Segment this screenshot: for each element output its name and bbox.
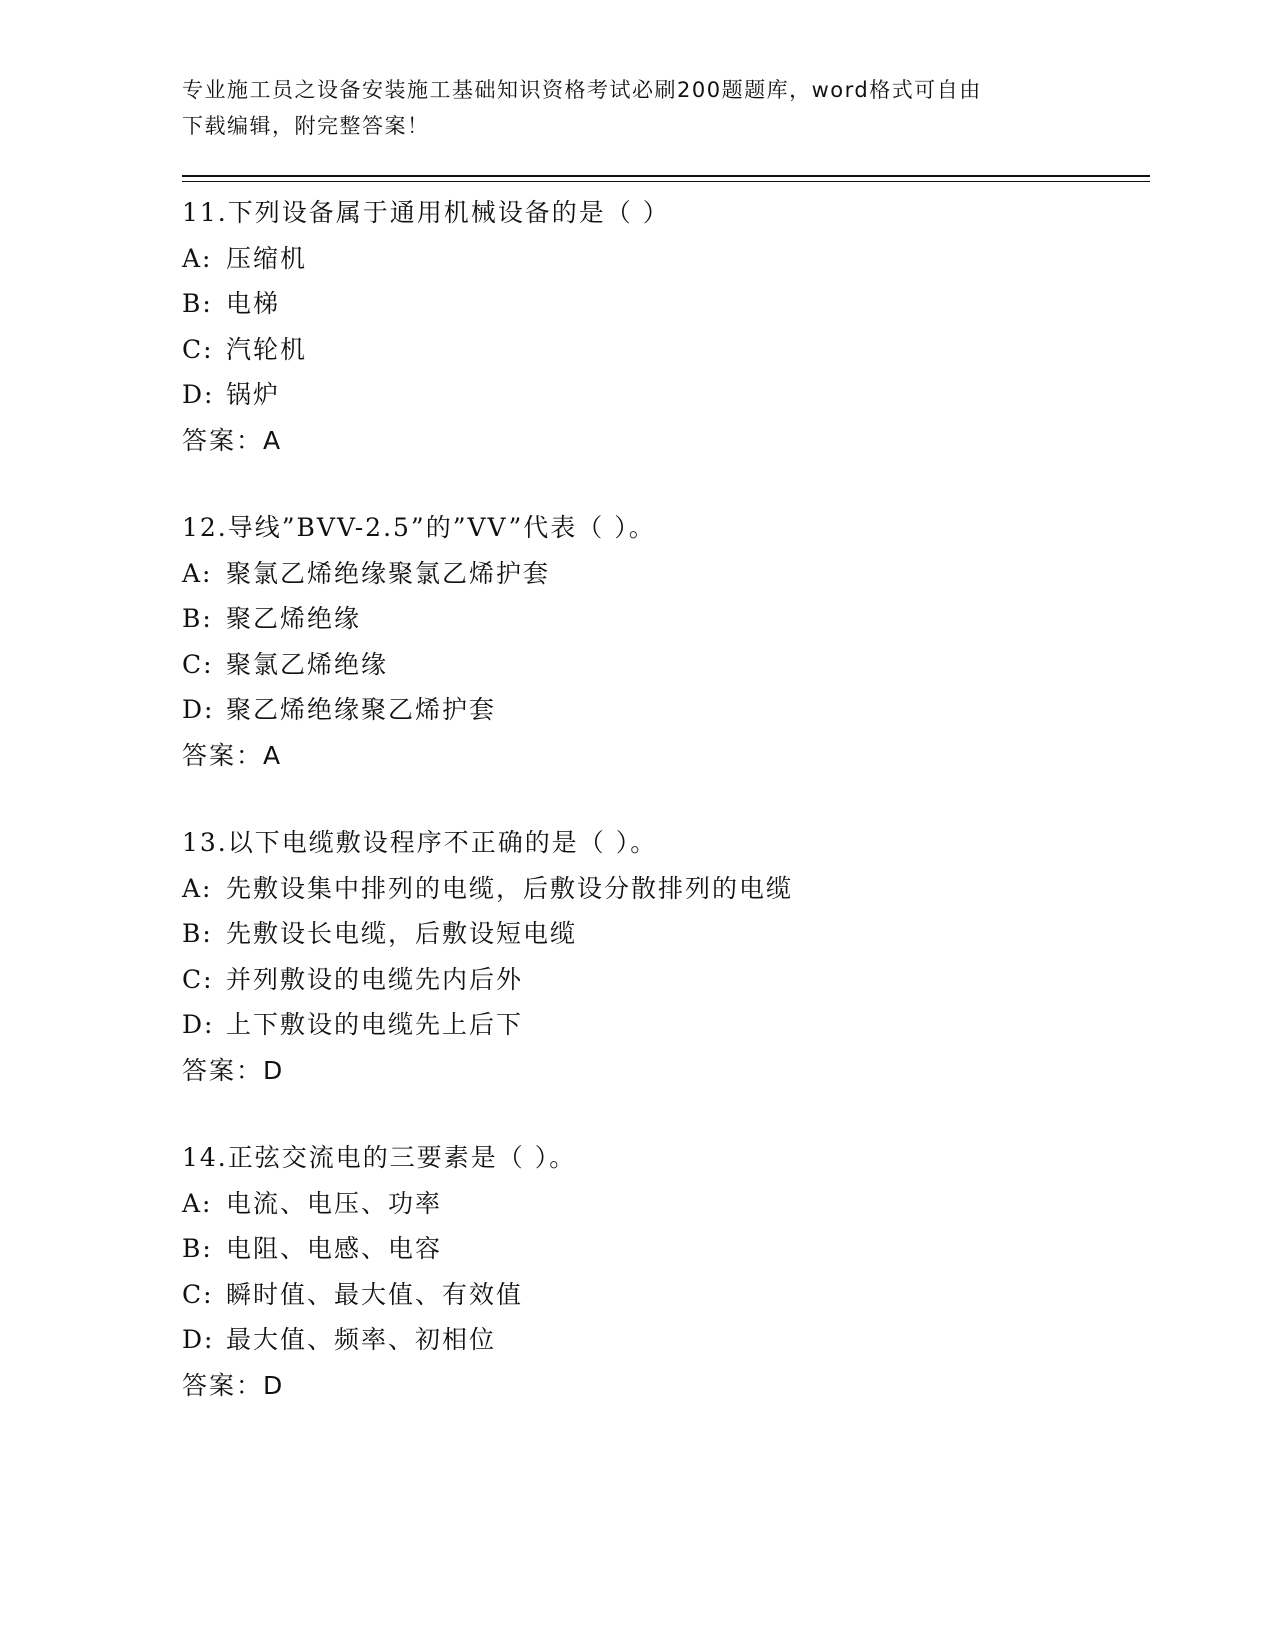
option-text: 电梯	[226, 289, 281, 318]
option-key: A:	[182, 243, 213, 273]
question-12	[182, 505, 1142, 778]
option-b	[182, 281, 1142, 327]
option-text: 聚乙烯绝缘	[226, 604, 362, 633]
answer-line: 答案：D	[182, 1370, 285, 1400]
option-b	[182, 596, 1142, 642]
option-b	[182, 911, 1142, 957]
option-key: B:	[182, 604, 213, 633]
document-header	[182, 72, 1082, 144]
option-key: C:	[182, 964, 214, 994]
option-key: D:	[182, 380, 215, 409]
question-14	[182, 1135, 1142, 1408]
option-key: D:	[182, 1010, 215, 1039]
header-divider-thick	[182, 175, 1150, 177]
question-13	[182, 820, 1142, 1093]
option-key: C:	[182, 334, 214, 364]
question-stem: 12.导线”BVV-2.5”的”VV”代表（ ）。	[182, 513, 656, 542]
option-key: D:	[182, 695, 215, 724]
option-text: 瞬时值、最大值、有效值	[226, 1279, 524, 1309]
option-d	[182, 1002, 1142, 1048]
option-key: B:	[182, 289, 213, 318]
option-c	[182, 957, 1142, 1003]
option-text: 聚氯乙烯绝缘聚氯乙烯护套	[226, 558, 551, 588]
header-line-2: 下载编辑，附完整答案！	[182, 114, 430, 138]
option-text: 上下敷设的电缆先上后下	[226, 1010, 524, 1039]
option-c	[182, 327, 1142, 373]
question-11	[182, 190, 1142, 463]
option-c	[182, 1272, 1142, 1318]
option-key: A:	[182, 1188, 213, 1218]
option-key: C:	[182, 649, 214, 679]
option-text: 压缩机	[226, 243, 308, 273]
answer-line: 答案：A	[182, 425, 283, 455]
option-key: B:	[182, 1234, 213, 1263]
option-key: D:	[182, 1325, 215, 1354]
option-text: 汽轮机	[226, 334, 308, 364]
header-line-1: 专业施工员之设备安装施工基础知识资格考试必刷200题题库，word格式可自由	[182, 78, 982, 102]
option-a	[182, 551, 1142, 597]
option-text: 并列敷设的电缆先内后外	[226, 964, 524, 994]
question-stem: 13.以下电缆敷设程序不正确的是（ ）。	[182, 828, 658, 857]
option-text: 先敷设长电缆，后敷设短电缆	[226, 919, 578, 948]
option-text: 电流、电压、功率	[226, 1188, 443, 1218]
option-a	[182, 1181, 1142, 1227]
option-key: A:	[182, 873, 213, 903]
option-key: A:	[182, 558, 213, 588]
answer-line: 答案：D	[182, 1055, 285, 1085]
option-key: B:	[182, 919, 213, 948]
option-c	[182, 642, 1142, 688]
question-stem: 14.正弦交流电的三要素是（ ）。	[182, 1143, 577, 1172]
question-stem: 11.下列设备属于通用机械设备的是（ ）	[182, 198, 670, 227]
option-text: 最大值、频率、初相位	[226, 1325, 497, 1354]
option-text: 先敷设集中排列的电缆，后敷设分散排列的电缆	[226, 873, 794, 903]
option-a	[182, 236, 1142, 282]
option-text: 电阻、电感、电容	[226, 1234, 443, 1263]
answer-line: 答案：A	[182, 740, 283, 770]
option-d	[182, 687, 1142, 733]
option-d	[182, 372, 1142, 418]
option-b	[182, 1226, 1142, 1272]
option-a	[182, 866, 1142, 912]
option-text: 聚乙烯绝缘聚乙烯护套	[226, 695, 497, 724]
option-text: 锅炉	[226, 380, 281, 409]
question-list	[182, 190, 1142, 1450]
option-key: C:	[182, 1279, 214, 1309]
option-text: 聚氯乙烯绝缘	[226, 649, 389, 679]
header-divider-thin	[182, 181, 1150, 182]
option-d	[182, 1317, 1142, 1363]
